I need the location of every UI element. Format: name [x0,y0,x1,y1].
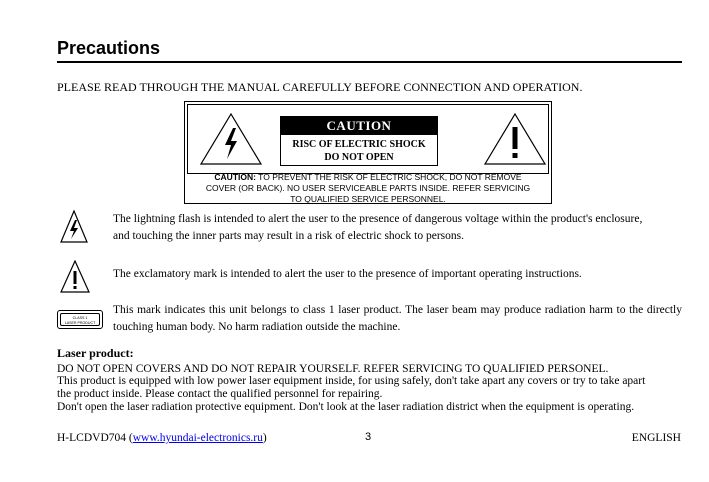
caution-body-1: TO PREVENT THE RISK OF ELECTRIC SHOCK, DO NOT REMOVE [255,172,522,182]
caution-symbols-frame [187,104,549,174]
laser-warning-line-2: This product is equipped with low power laser equipment inside, for using safely, don't take apart any covers or try to take apart [57,375,646,387]
footer-website-link[interactable]: www.hyundai-electronics.ru [132,432,263,444]
intro-text: PLEASE READ THROUGH THE MANUAL CAREFULLY BEFORE CONNECTION AND OPERATION. [57,80,583,94]
caution-subtitle [281,135,437,164]
laser-warning-line-4: Don't open the laser radiation protective equipment. Don't look at the laser radiation district when the equipment is operating. [57,401,635,413]
lightning-flash-icon [60,210,88,243]
laser-label-inner [60,313,100,326]
caution-title: CAUTION [281,117,437,135]
title-rule [57,61,682,63]
caution-warning-box [184,101,552,204]
page-number: 3 [365,431,372,443]
caution-line-2: DO NOT OPEN [324,152,394,163]
exclamation-description: The exclamatory mark is intended to alert the user to the presence of important operating instructions. [113,268,582,280]
footer-model [57,432,267,444]
laser-label-line-1: CLASS 1 [72,316,88,320]
caution-body-3: TO QUALIFIED SERVICE PERSONNEL. [290,194,446,204]
lightning-line-2: and touching the inner parts may result in a risk of electric shock to persons. [113,230,464,242]
laser-mark-description: This mark indicates this unit belongs to class 1 laser product. The laser beam may produce radiation harm to the directly touching human body. No harm radiation outside the machine. [113,304,682,333]
caution-panel [280,116,438,166]
caution-body-2: COVER (OR BACK). NO USER SERVICEABLE PARTS INSIDE. REFER SERVICING [205,183,531,193]
laser-warning-line-1: DO NOT OPEN COVERS AND DO NOT REPAIR YOURSELF. REFER SERVICING TO QUALIFIED PERSONEL. [57,363,609,375]
laser-product-heading: Laser product: [57,346,134,360]
lightning-triangle-icon [200,113,262,165]
laser-label-line-2: LASER PRODUCT [64,321,96,325]
lightning-description [113,211,683,245]
footer-language: ENGLISH [631,432,681,444]
class1-laser-label-icon [57,310,103,329]
page-title: Precautions [57,38,161,58]
lightning-line-1: The lightning flash is intended to alert the user to the presence of dangerous voltage within the product's enclosure, [113,213,643,225]
exclamation-mark-icon [60,260,90,293]
exclamation-triangle-icon [484,113,546,165]
footer-model-close: ) [262,432,267,444]
caution-notice [189,172,547,205]
footer-model-text: H-LCDVD704 ( [57,432,133,444]
laser-warning-line-3: the product inside. Please contact the qualified personnel for repairing. [57,388,383,400]
caution-label: CAUTION: [214,172,256,182]
caution-line-1: RISC OF ELECTRIC SHOCK [292,139,426,150]
